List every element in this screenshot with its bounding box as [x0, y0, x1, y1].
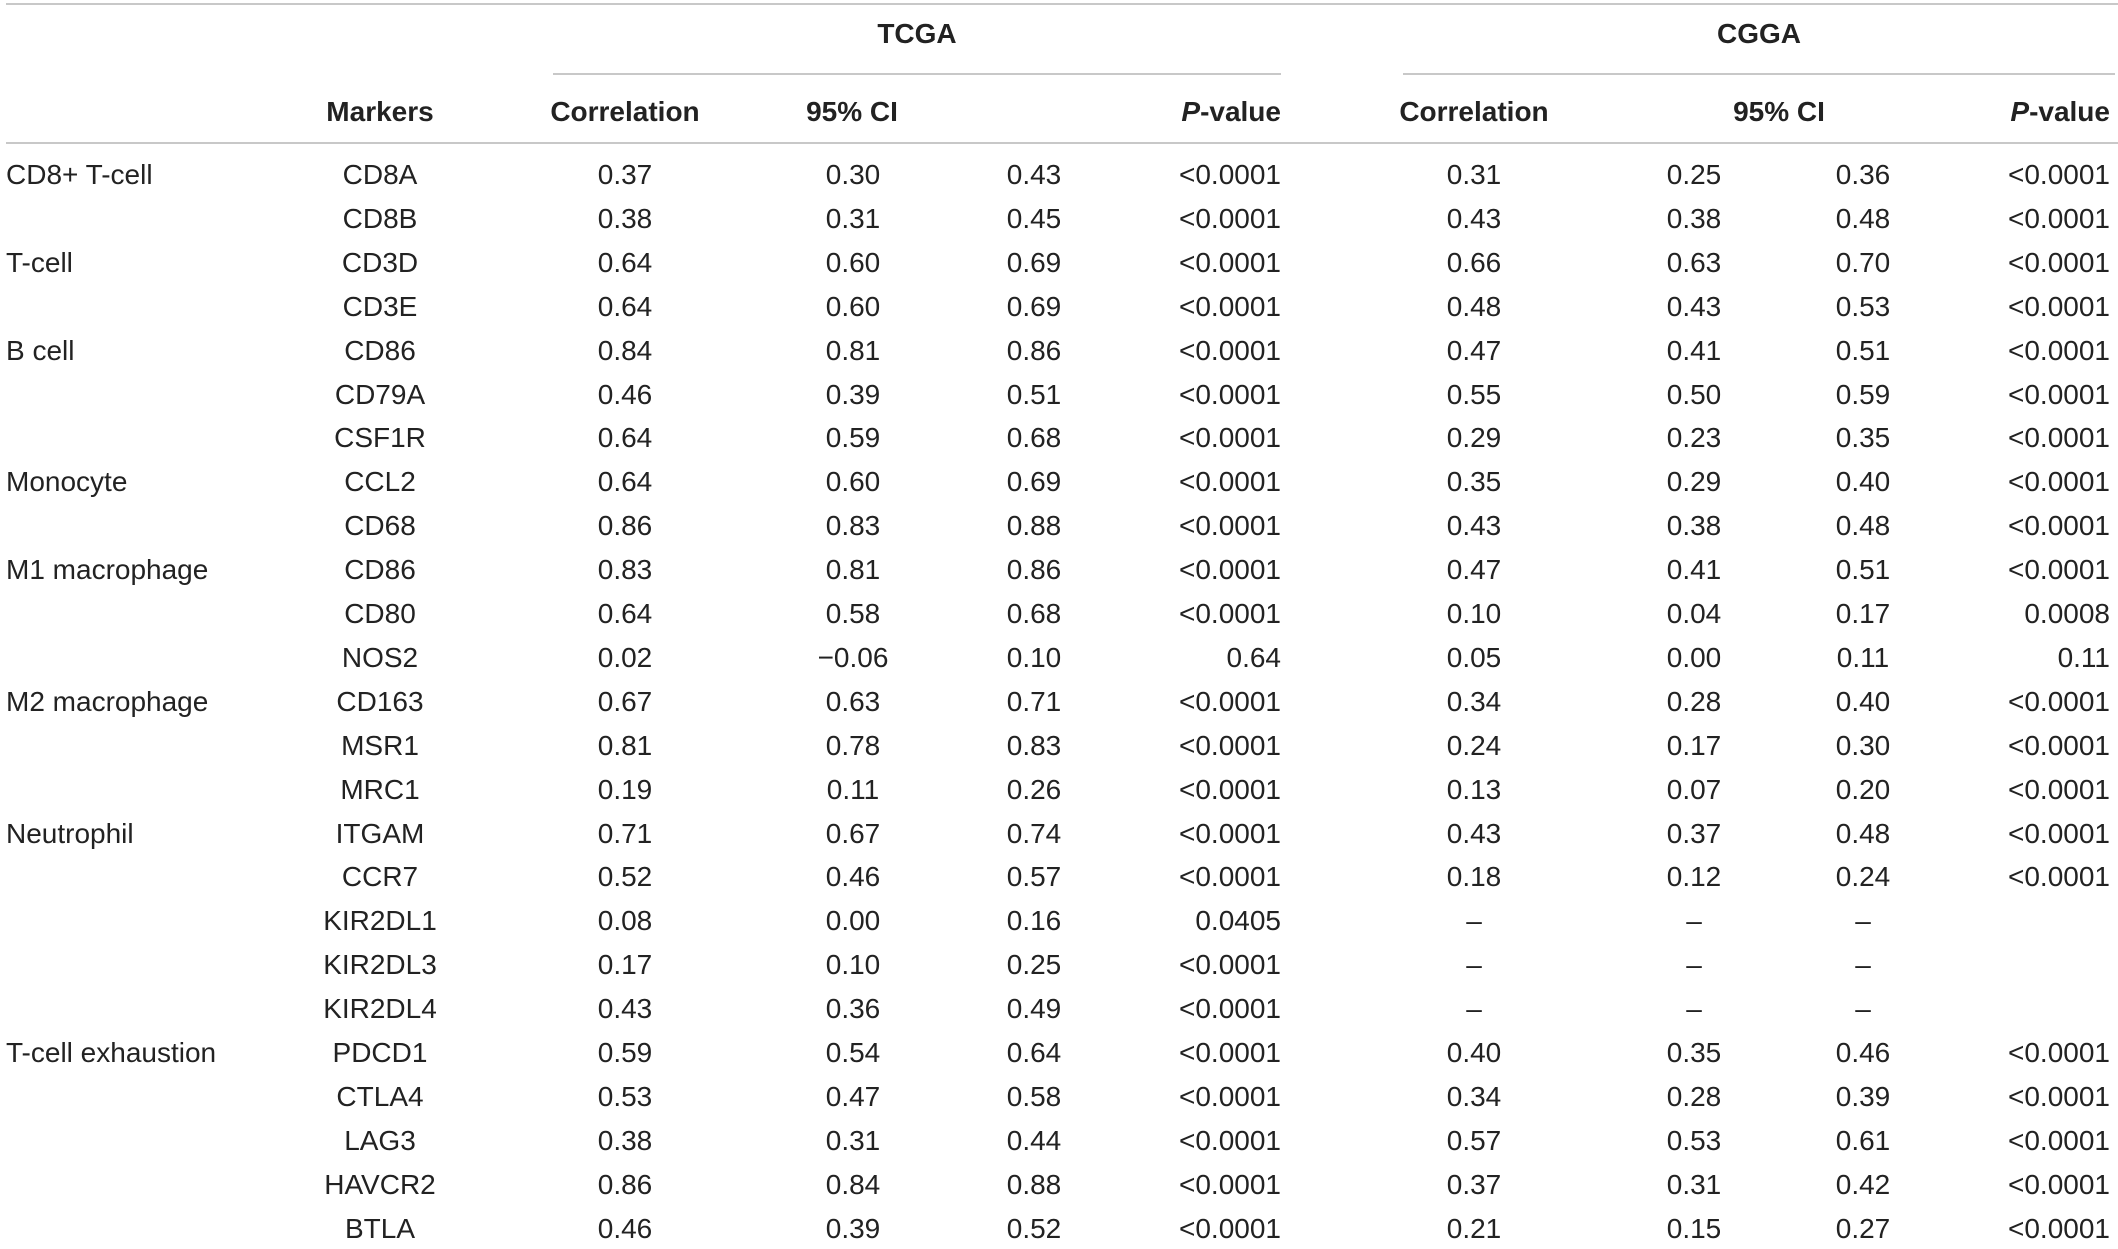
col-header-tcga-pvalue: [1081, 92, 1281, 132]
cgga-correlation: 0.05: [1446, 642, 1502, 673]
marker: PDCD1: [332, 1037, 428, 1068]
tcga-correlation: 0.59: [597, 1037, 653, 1068]
cgga-ci-lower: 0.41: [1666, 554, 1722, 585]
tcga-ci-upper: 0.88: [1006, 510, 1062, 541]
marker: BTLA: [344, 1213, 416, 1244]
cgga-ci-upper: 0.36: [1835, 159, 1891, 190]
marker: CSF1R: [334, 422, 426, 453]
cgga-correlation: 0.35: [1446, 466, 1502, 497]
marker: CD3D: [341, 247, 419, 278]
cgga-ci-lower: 0.15: [1666, 1213, 1722, 1244]
cgga-pvalue: <0.0001: [2008, 335, 2110, 366]
cgga-correlation: 0.21: [1446, 1213, 1502, 1244]
cell-type: [6, 770, 306, 810]
cell-type: [6, 1121, 306, 1161]
tcga-ci-lower: 0.31: [825, 1125, 881, 1156]
cgga-ci-lower: 0.50: [1666, 379, 1722, 410]
tcga-correlation: 0.08: [597, 905, 653, 936]
cgga-pvalue: <0.0001: [2008, 1169, 2110, 1200]
cgga-pvalue: <0.0001: [2008, 159, 2110, 190]
header-bottom-rule: [6, 142, 2118, 144]
tcga-ci-lower: 0.60: [825, 291, 881, 322]
col-header-tcga-correlation: Correlation: [550, 96, 700, 127]
cgga-ci-upper: 0.11: [1836, 642, 1890, 673]
cgga-correlation: 0.47: [1446, 554, 1502, 585]
tcga-correlation: 0.43: [597, 993, 653, 1024]
cell-type: CD8+ T-cell: [6, 159, 153, 190]
cgga-ci-lower: 0.41: [1666, 335, 1722, 366]
tcga-ci-upper: 0.44: [1006, 1125, 1062, 1156]
tcga-ci-lower: 0.78: [825, 730, 881, 761]
cgga-ci-upper: 0.39: [1835, 1081, 1891, 1112]
top-rule: [6, 3, 2118, 5]
tcga-ci-lower: 0.60: [825, 247, 881, 278]
tcga-pvalue: <0.0001: [1179, 861, 1281, 892]
cgga-correlation: 0.31: [1446, 159, 1502, 190]
cgga-pvalue: [1910, 901, 2110, 941]
tcga-correlation: 0.17: [597, 949, 653, 980]
cell-type: T-cell exhaustion: [6, 1037, 217, 1068]
tcga-ci-upper: 0.26: [1006, 774, 1062, 805]
cgga-ci-lower: 0.35: [1666, 1037, 1722, 1068]
tcga-ci-upper: 0.64: [1006, 1037, 1062, 1068]
tcga-ci-lower: 0.30: [825, 159, 881, 190]
cgga-pvalue: <0.0001: [2008, 203, 2110, 234]
cgga-ci-lower: –: [1686, 993, 1702, 1024]
cgga-pvalue: <0.0001: [2008, 1213, 2110, 1244]
cgga-ci-upper: 0.42: [1835, 1169, 1891, 1200]
cgga-pvalue: <0.0001: [2008, 1081, 2110, 1112]
marker: CD79A: [334, 379, 426, 410]
cgga-ci-lower: 0.17: [1666, 730, 1722, 761]
cell-type: [6, 418, 306, 458]
cgga-ci-lower: –: [1686, 949, 1702, 980]
cgga-ci-lower: 0.28: [1666, 1081, 1722, 1112]
marker: CD3E: [342, 291, 418, 322]
tcga-pvalue: <0.0001: [1179, 335, 1281, 366]
cgga-ci-upper: 0.17: [1835, 598, 1891, 629]
cgga-correlation: 0.29: [1446, 422, 1502, 453]
tcga-correlation: 0.52: [597, 861, 653, 892]
tcga-correlation: 0.38: [597, 1125, 653, 1156]
cgga-ci-lower: 0.12: [1666, 861, 1722, 892]
tcga-ci-upper: 0.69: [1006, 247, 1062, 278]
tcga-correlation: 0.53: [597, 1081, 653, 1112]
tcga-ci-upper: 0.58: [1006, 1081, 1062, 1112]
tcga-ci-lower: 0.46: [825, 861, 881, 892]
cgga-ci-upper: 0.51: [1835, 335, 1891, 366]
tcga-pvalue: <0.0001: [1179, 1125, 1281, 1156]
cell-type: [6, 1209, 306, 1249]
cgga-pvalue: [1910, 945, 2110, 985]
tcga-ci-lower: 0.81: [825, 335, 881, 366]
cgga-ci-upper: 0.46: [1835, 1037, 1891, 1068]
cgga-pvalue: <0.0001: [2008, 291, 2110, 322]
marker: CD8B: [342, 203, 418, 234]
cgga-ci-lower: 0.37: [1666, 818, 1722, 849]
tcga-pvalue: <0.0001: [1179, 466, 1281, 497]
marker: HAVCR2: [324, 1169, 436, 1200]
marker: CD80: [344, 598, 416, 629]
cgga-ci-lower: 0.25: [1666, 159, 1722, 190]
tcga-ci-lower: 0.84: [825, 1169, 881, 1200]
tcga-pvalue: <0.0001: [1179, 291, 1281, 322]
tcga-pvalue: <0.0001: [1179, 379, 1281, 410]
cgga-correlation: –: [1466, 905, 1482, 936]
cgga-correlation: 0.55: [1446, 379, 1502, 410]
cgga-ci-upper: 0.27: [1835, 1213, 1891, 1244]
cgga-ci-upper: 0.48: [1835, 510, 1891, 541]
tcga-pvalue: <0.0001: [1179, 554, 1281, 585]
cgga-pvalue: [1910, 989, 2110, 1029]
tcga-pvalue: <0.0001: [1179, 686, 1281, 717]
tcga-pvalue: <0.0001: [1179, 818, 1281, 849]
cgga-pvalue: <0.0001: [2008, 1125, 2110, 1156]
cgga-ci-upper: 0.70: [1835, 247, 1891, 278]
marker: CD86: [344, 335, 416, 366]
tcga-ci-upper: 0.86: [1006, 335, 1062, 366]
tcga-correlation: 0.71: [597, 818, 653, 849]
marker: MSR1: [341, 730, 419, 761]
tcga-ci-lower: 0.10: [825, 949, 881, 980]
cgga-ci-lower: 0.23: [1666, 422, 1722, 453]
tcga-ci-lower: 0.67: [825, 818, 881, 849]
tcga-ci-lower: 0.47: [825, 1081, 881, 1112]
marker: CCR7: [341, 861, 419, 892]
tcga-correlation: 0.46: [597, 379, 653, 410]
cgga-pvalue: <0.0001: [2008, 686, 2110, 717]
marker: NOS2: [341, 642, 419, 673]
cgga-pvalue: 0.0008: [2024, 598, 2110, 629]
tcga-correlation: 0.64: [597, 422, 653, 453]
cgga-ci-upper: 0.61: [1835, 1125, 1891, 1156]
cgga-ci-upper: 0.53: [1835, 291, 1891, 322]
cell-type: T-cell: [6, 247, 73, 278]
tcga-correlation: 0.37: [597, 159, 653, 190]
marker: CTLA4: [336, 1081, 424, 1112]
cgga-correlation: 0.43: [1446, 510, 1502, 541]
cell-type: Monocyte: [6, 466, 128, 497]
cgga-ci-upper: 0.24: [1835, 861, 1891, 892]
cgga-correlation: 0.37: [1446, 1169, 1502, 1200]
tcga-ci-upper: 0.52: [1006, 1213, 1062, 1244]
tcga-ci-upper: 0.74: [1006, 818, 1062, 849]
cell-type: [6, 857, 306, 897]
cell-type: [6, 901, 306, 941]
cgga-ci-upper: 0.30: [1835, 730, 1891, 761]
cgga-ci-lower: 0.00: [1666, 642, 1722, 673]
tcga-pvalue: <0.0001: [1179, 774, 1281, 805]
cell-type: M1 macrophage: [6, 554, 209, 585]
cgga-pvalue: <0.0001: [2008, 422, 2110, 453]
tcga-ci-lower: 0.58: [825, 598, 881, 629]
tcga-ci-upper: 0.68: [1006, 422, 1062, 453]
cgga-pvalue: <0.0001: [2008, 818, 2110, 849]
tcga-correlation: 0.86: [597, 1169, 653, 1200]
tcga-ci-upper: 0.51: [1006, 379, 1062, 410]
tcga-ci-lower: 0.36: [825, 993, 881, 1024]
cgga-ci-upper: 0.20: [1835, 774, 1891, 805]
tcga-ci-lower: 0.39: [825, 379, 881, 410]
tcga-pvalue: <0.0001: [1179, 598, 1281, 629]
cgga-pvalue: <0.0001: [2008, 510, 2110, 541]
col-header-cgga-correlation: Correlation: [1399, 96, 1549, 127]
tcga-pvalue: <0.0001: [1179, 247, 1281, 278]
cgga-ci-lower: 0.04: [1666, 598, 1722, 629]
tcga-correlation: 0.64: [597, 247, 653, 278]
cgga-correlation: 0.57: [1446, 1125, 1502, 1156]
cgga-ci-upper: 0.48: [1835, 203, 1891, 234]
tcga-ci-lower: 0.60: [825, 466, 881, 497]
tcga-ci-upper: 0.68: [1006, 598, 1062, 629]
tcga-ci-upper: 0.71: [1006, 686, 1062, 717]
cgga-correlation: –: [1466, 993, 1482, 1024]
cgga-pvalue: <0.0001: [2008, 466, 2110, 497]
col-header-cgga-ci: 95% CI: [1733, 96, 1825, 127]
cgga-ci-lower: 0.29: [1666, 466, 1722, 497]
cell-type: [6, 638, 306, 678]
cgga-pvalue: <0.0001: [2008, 774, 2110, 805]
marker: MRC1: [340, 774, 420, 805]
cgga-correlation: 0.66: [1446, 247, 1502, 278]
cell-type: M2 macrophage: [6, 686, 209, 717]
marker: KIR2DL3: [323, 949, 437, 980]
tcga-pvalue: <0.0001: [1179, 159, 1281, 190]
cgga-ci-lower: 0.53: [1666, 1125, 1722, 1156]
p-italic: P: [1181, 96, 1201, 127]
tcga-pvalue: <0.0001: [1179, 203, 1281, 234]
tcga-correlation: 0.84: [597, 335, 653, 366]
tcga-correlation: 0.19: [597, 774, 653, 805]
cgga-correlation: 0.24: [1446, 730, 1502, 761]
tcga-correlation: 0.02: [597, 642, 653, 673]
tcga-correlation: 0.67: [597, 686, 653, 717]
cell-type: [6, 1165, 306, 1205]
tcga-ci-lower: 0.54: [825, 1037, 881, 1068]
tcga-ci-upper: 0.10: [1006, 642, 1062, 673]
tcga-ci-lower: 0.83: [825, 510, 881, 541]
marker: ITGAM: [335, 818, 425, 849]
tcga-correlation: 0.64: [597, 598, 653, 629]
cgga-ci-lower: 0.38: [1666, 510, 1722, 541]
cgga-correlation: 0.47: [1446, 335, 1502, 366]
group-header-cgga: CGGA: [1717, 18, 1801, 49]
cgga-correlation: 0.10: [1446, 598, 1502, 629]
tcga-pvalue: <0.0001: [1179, 422, 1281, 453]
tcga-pvalue: <0.0001: [1179, 730, 1281, 761]
marker: LAG3: [344, 1125, 416, 1156]
tcga-ci-upper: 0.57: [1006, 861, 1062, 892]
group-header-tcga: TCGA: [877, 18, 957, 49]
p-italic: P: [2010, 96, 2030, 127]
cgga-ci-upper: 0.48: [1835, 818, 1891, 849]
cgga-ci-upper: –: [1855, 905, 1871, 936]
tcga-pvalue: <0.0001: [1179, 1081, 1281, 1112]
tcga-pvalue: 0.64: [1226, 642, 1281, 673]
cgga-ci-upper: 0.35: [1835, 422, 1891, 453]
cgga-ci-lower: 0.43: [1666, 291, 1722, 322]
cgga-pvalue: <0.0001: [2008, 554, 2110, 585]
tcga-ci-upper: 0.69: [1006, 291, 1062, 322]
cgga-correlation: 0.18: [1446, 861, 1502, 892]
tcga-ci-lower: 0.59: [825, 422, 881, 453]
marker: CD68: [344, 510, 416, 541]
cgga-correlation: –: [1466, 949, 1482, 980]
cgga-correlation: 0.43: [1446, 818, 1502, 849]
tcga-ci-lower: 0.39: [825, 1213, 881, 1244]
tcga-correlation: 0.46: [597, 1213, 653, 1244]
cell-type: [6, 594, 306, 634]
cgga-group-underline: [1403, 73, 2115, 75]
cgga-correlation: 0.34: [1446, 686, 1502, 717]
tcga-ci-upper: 0.25: [1006, 949, 1062, 980]
tcga-ci-upper: 0.88: [1006, 1169, 1062, 1200]
cgga-correlation: 0.43: [1446, 203, 1502, 234]
tcga-ci-lower: 0.00: [825, 905, 881, 936]
marker: KIR2DL1: [323, 905, 437, 936]
cell-type: [6, 375, 306, 415]
tcga-correlation: 0.38: [597, 203, 653, 234]
marker: KIR2DL4: [323, 993, 437, 1024]
cgga-ci-lower: 0.31: [1666, 1169, 1722, 1200]
cgga-ci-upper: 0.51: [1835, 554, 1891, 585]
tcga-pvalue: 0.0405: [1195, 905, 1281, 936]
tcga-pvalue: <0.0001: [1179, 949, 1281, 980]
cell-type: Neutrophil: [6, 818, 134, 849]
p-rest: -value: [2029, 96, 2110, 127]
tcga-ci-lower: 0.81: [825, 554, 881, 585]
tcga-ci-lower: 0.11: [826, 774, 880, 805]
marker: CCL2: [344, 466, 416, 497]
cgga-ci-upper: –: [1855, 993, 1871, 1024]
tcga-ci-upper: 0.83: [1006, 730, 1062, 761]
cgga-ci-lower: 0.28: [1666, 686, 1722, 717]
tcga-ci-upper: 0.45: [1006, 203, 1062, 234]
cgga-ci-lower: 0.07: [1666, 774, 1722, 805]
tcga-ci-lower: −0.06: [817, 642, 889, 673]
cgga-pvalue: <0.0001: [2008, 379, 2110, 410]
tcga-correlation: 0.64: [597, 291, 653, 322]
tcga-correlation: 0.81: [597, 730, 653, 761]
cgga-ci-lower: –: [1686, 905, 1702, 936]
cgga-pvalue: 0.11: [2057, 642, 2110, 673]
cgga-correlation: 0.13: [1446, 774, 1502, 805]
tcga-ci-upper: 0.43: [1006, 159, 1062, 190]
marker: CD86: [344, 554, 416, 585]
cgga-pvalue: <0.0001: [2008, 730, 2110, 761]
col-header-cgga-pvalue: [1910, 92, 2110, 132]
cell-type: [6, 199, 306, 239]
cgga-pvalue: <0.0001: [2008, 1037, 2110, 1068]
tcga-ci-upper: 0.49: [1006, 993, 1062, 1024]
col-header-markers: Markers: [326, 96, 434, 127]
tcga-correlation: 0.64: [597, 466, 653, 497]
cgga-ci-upper: 0.40: [1835, 686, 1891, 717]
p-rest: -value: [1200, 96, 1281, 127]
tcga-ci-upper: 0.69: [1006, 466, 1062, 497]
tcga-ci-lower: 0.31: [825, 203, 881, 234]
cgga-correlation: 0.48: [1446, 291, 1502, 322]
cgga-pvalue: <0.0001: [2008, 247, 2110, 278]
cgga-ci-upper: –: [1855, 949, 1871, 980]
tcga-ci-upper: 0.16: [1006, 905, 1062, 936]
marker: CD8A: [342, 159, 418, 190]
tcga-ci-lower: 0.63: [825, 686, 881, 717]
cgga-ci-lower: 0.38: [1666, 203, 1722, 234]
tcga-correlation: 0.86: [597, 510, 653, 541]
cell-type: [6, 287, 306, 327]
tcga-pvalue: <0.0001: [1179, 1037, 1281, 1068]
cgga-correlation: 0.34: [1446, 1081, 1502, 1112]
cell-type: [6, 945, 306, 985]
cgga-ci-upper: 0.59: [1835, 379, 1891, 410]
cell-type: [6, 506, 306, 546]
cell-type: [6, 1077, 306, 1117]
tcga-pvalue: <0.0001: [1179, 993, 1281, 1024]
tcga-pvalue: <0.0001: [1179, 1213, 1281, 1244]
tcga-pvalue: <0.0001: [1179, 510, 1281, 541]
cell-type: [6, 726, 306, 766]
col-header-tcga-ci: 95% CI: [806, 96, 898, 127]
cell-type: B cell: [6, 335, 75, 366]
marker: CD163: [336, 686, 424, 717]
tcga-group-underline: [553, 73, 1281, 75]
cgga-pvalue: <0.0001: [2008, 861, 2110, 892]
cgga-correlation: 0.40: [1446, 1037, 1502, 1068]
tcga-ci-upper: 0.86: [1006, 554, 1062, 585]
cell-type: [6, 989, 306, 1029]
cgga-ci-lower: 0.63: [1666, 247, 1722, 278]
tcga-correlation: 0.83: [597, 554, 653, 585]
tcga-pvalue: <0.0001: [1179, 1169, 1281, 1200]
cgga-ci-upper: 0.40: [1835, 466, 1891, 497]
